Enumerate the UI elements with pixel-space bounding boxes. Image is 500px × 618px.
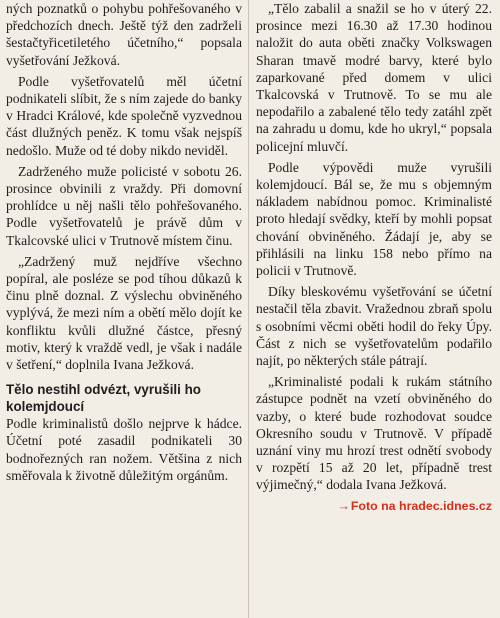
article-paragraph: „Kriminalisté podali k rukám státního zástupce podnět na vzetí obviněného do vazby, o které bude rozhodovat soudce Okresního soudu v Trutnově. V případě uznání viny mu hrozí trest odnětí svobody v rozpětí 15 až 20 let, případně trest výjimečný,“ dodala Ivana Ježková.: [256, 374, 492, 493]
article-paragraph: Díky bleskovému vyšetřování se účetní nestačil těla zbavit. Vražednou zbraň spolu s osobními věcmi oběti hodil do řeky Úpy. Část z nich se vyšetřovatelům podařilo najít, po některých stále pátrají.: [256, 284, 492, 369]
article-paragraph: „Zadržený muž nejdříve všechno popíral, ale posléze se pod tíhou důkazů k činu plně doznal. Z výslechu obviněného vyplývá, že mezi ním a obětí mělo dojít ke konfliktu kvůli dlužné částce, přesný motiv, který k vraždě vedl, je však i nadále v šetření,“ doplnila Ivana Ježková.: [6, 253, 242, 373]
column-divider: [248, 0, 249, 618]
article-paragraph: Podle vyšetřovatelů měl účetní podnikateli slíbit, že s ním zajede do banky v Hradci Králové, kde společně vyzvednou část dlužných peněz. K tomu však nejspíš nedošlo. Muže od té doby nikdo neviděl.: [6, 73, 242, 158]
article-right-column: [256, 0, 492, 515]
photo-source-link[interactable]: [256, 498, 492, 515]
article-subheading: Tělo nestihl odvézt, vyrušili ho kolemjdoucí: [6, 382, 201, 415]
article-paragraph: Podle kriminalistů došlo nejprve k hádce. Účetní poté zasadil podnikateli 30 bodnořezných ran nožem. Většina z nich směřovala k životně důležitým orgánům.: [6, 416, 242, 483]
arrow-right-icon: →: [337, 498, 350, 513]
article-paragraph: „Tělo zabalil a snažil se ho v úterý 22. prosince mezi 16.30 až 17.30 hodinou naložit do auta oběti značky Volkswagen Sharan tmavě modré barvy, které bylo zaparkované před domem v ulici Tkalcovská v Trutnově. To se mu ale nepodařilo a zabalené tělo tedy zatáhl zpět na zahradu u domu, kde ho ukryl,“ popsala policejní mluvčí.: [256, 1, 492, 154]
article-paragraph: Zadrženého muže policisté v sobotu 26. prosince obvinili z vraždy. Při domovní prohlídce u něj našli tělo pohřešovaného. Podle vyšetřovatelů je právě dům v Tkalcovské ulici v Trutnově místem činu.: [6, 163, 242, 248]
article-paragraph: ných poznatků o pohybu pohřešovaného v předchozích dnech. Ještě týž den zadrželi šestačtyřicetiletého účetního,“ popsala vyšetřování Ježková.: [6, 1, 242, 68]
article-paragraph: Podle výpovědi muže vyrušili kolemjdoucí. Bál se, že mu s objemným nákladem nabídnou pomoc. Kriminalisté proto hledají svědky, kteří by mohli popsat chování obviněného. Žádají je, aby se přihlásili na linku 158 nebo přímo na policii v Trutnově.: [256, 159, 492, 279]
photo-source-text: Foto na hradec.idnes.cz: [350, 498, 492, 513]
article-left-column: [6, 0, 242, 488]
